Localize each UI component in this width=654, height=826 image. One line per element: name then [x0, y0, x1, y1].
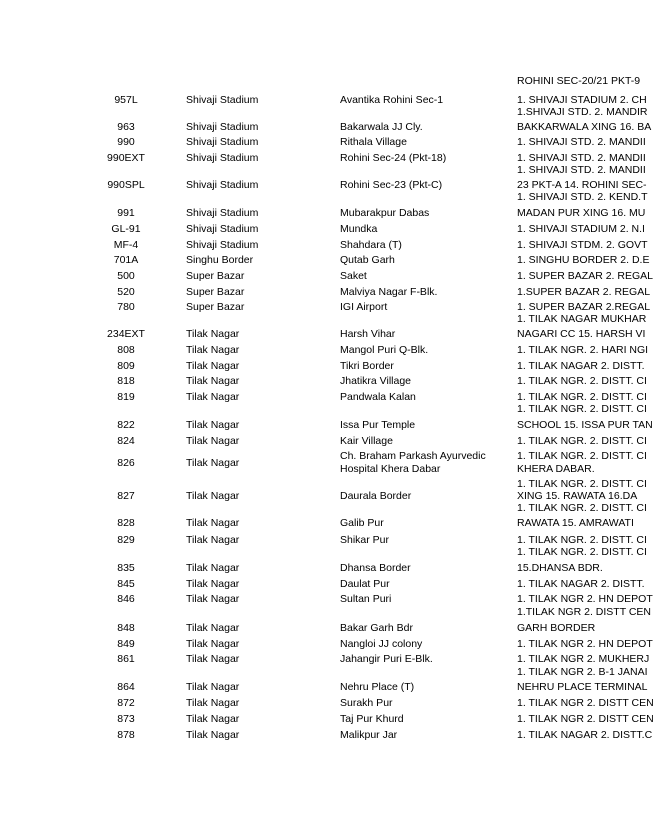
route-number-cell: 957L [114, 94, 138, 106]
depot-cell: Shivaji Stadium [186, 239, 259, 251]
stops-cell: 1. TILAK NGR 2. B-1 JANAI [517, 666, 648, 678]
terminal-cell: Bakar Garh Bdr [340, 622, 413, 634]
route-number-cell: 701A [113, 254, 139, 266]
terminal-cell: Jahangir Puri E-Blk. [340, 653, 433, 665]
stops-cell: 1. SHIVAJI STD. 2. KEND.T [517, 191, 648, 203]
stops-cell: 1. TILAK NAGAR 2. DISTT. [517, 360, 645, 372]
depot-cell: Tilak Nagar [186, 419, 240, 431]
route-number-cell: 872 [117, 697, 135, 709]
stops-cell: 1. TILAK NGR. 2. HARI NGI [517, 344, 649, 356]
stops-cell: 1. SHIVAJI STADIUM 2. CH [517, 94, 647, 106]
stops-cell: 1. SUPER BAZAR 2.REGAL [517, 301, 651, 313]
terminal-cell: Mangol Puri Q-Blk. [340, 344, 429, 356]
depot-cell: Tilak Nagar [186, 729, 240, 741]
stops-cell: 1. TILAK NGR. 2. DISTT. CI [517, 478, 647, 490]
stops-cell: BAKKARWALA XING 16. BA [517, 121, 652, 133]
terminal-cell: IGI Airport [340, 301, 388, 313]
terminal-cell: Rohini Sec-24 (Pkt-18) [340, 152, 447, 164]
stops-cell: 1. TILAK NAGAR MUKHAR [517, 313, 647, 325]
route-number-cell: MF-4 [113, 239, 139, 251]
stops-cell: 1. TILAK NGR. 2. DISTT. CI [517, 534, 647, 546]
route-number-cell: 845 [117, 578, 135, 590]
depot-cell: Shivaji Stadium [186, 207, 259, 219]
terminal-cell: Ch. Braham Parkash Ayurvedic Hospital Khera Dabar [340, 450, 486, 475]
depot-cell: Super Bazar [186, 270, 245, 282]
stops-cell: 1. SINGHU BORDER 2. D.E [517, 254, 650, 266]
terminal-cell: Avantika Rohini Sec-1 [340, 94, 444, 106]
depot-cell: Shivaji Stadium [186, 121, 259, 133]
stops-cell: 1. TILAK NGR. 2. DISTT. CI [517, 546, 647, 558]
stops-cell: 1. SHIVAJI STDM. 2. GOVT [517, 239, 648, 251]
depot-cell: Tilak Nagar [186, 622, 240, 634]
depot-cell: Tilak Nagar [186, 435, 240, 447]
depot-cell: Tilak Nagar [186, 517, 240, 529]
terminal-cell: Mubarakpur Dabas [340, 207, 430, 219]
route-number-cell: 873 [117, 713, 135, 725]
depot-cell: Singhu Border [186, 254, 254, 266]
stops-cell: MADAN PUR XING 16. MU [517, 207, 646, 219]
terminal-cell: Sultan Puri [340, 593, 392, 605]
depot-cell: Shivaji Stadium [186, 152, 259, 164]
depot-cell: Tilak Nagar [186, 638, 240, 650]
stops-cell: 1. TILAK NGR 2. MUKHERJ [517, 653, 650, 665]
route-number-cell: 780 [117, 301, 135, 313]
route-number-cell: 234EXT [107, 328, 145, 340]
route-number-cell: 822 [117, 419, 135, 431]
terminal-cell: Rithala Village [340, 136, 407, 148]
depot-cell: Tilak Nagar [186, 344, 240, 356]
terminal-cell: Pandwala Kalan [340, 391, 416, 403]
route-number-cell: 828 [117, 517, 135, 529]
route-number-cell: 827 [117, 490, 135, 502]
stops-cell: 23 PKT-A 14. ROHINI SEC- [517, 179, 647, 191]
stops-cell: 1. SHIVAJI STADIUM 2. N.I [517, 223, 645, 235]
terminal-cell: Nehru Place (T) [340, 681, 415, 693]
route-number-cell: 861 [117, 653, 135, 665]
stops-cell: 1. TILAK NGR. 2. DISTT. CI [517, 403, 647, 415]
route-number-cell: 826 [117, 457, 135, 469]
stops-cell: 1. SHIVAJI STD. 2. MANDII [517, 136, 646, 148]
route-number-cell: 864 [117, 681, 135, 693]
terminal-cell: Malikpur Jar [340, 729, 398, 741]
stops-cell: 1. TILAK NGR 2. DISTT CEN [517, 713, 654, 725]
depot-cell: Tilak Nagar [186, 534, 240, 546]
depot-cell: Tilak Nagar [186, 360, 240, 372]
route-number-cell: 878 [117, 729, 135, 741]
stops-cell: 1. TILAK NAGAR 2. DISTT.C [517, 729, 653, 741]
route-number-cell: 963 [117, 121, 135, 133]
stops-cell: 1. TILAK NGR 2. HN DEPOT [517, 593, 653, 605]
route-number-cell: 808 [117, 344, 135, 356]
terminal-cell: Saket [340, 270, 367, 282]
route-number-cell: 848 [117, 622, 135, 634]
route-number-cell: 819 [117, 391, 135, 403]
depot-cell: Shivaji Stadium [186, 223, 259, 235]
terminal-cell: Harsh Vihar [340, 328, 396, 340]
terminal-cell: Nangloi JJ colony [340, 638, 423, 650]
route-number-cell: 990SPL [107, 179, 145, 191]
stops-cell: 1. TILAK NGR 2. HN DEPOT [517, 638, 653, 650]
terminal-cell: Jhatikra Village [340, 375, 412, 387]
stops-cell: 1. TILAK NGR. 2. DISTT. CI [517, 502, 647, 514]
terminal-cell: Daurala Border [340, 490, 412, 502]
depot-cell: Tilak Nagar [186, 653, 240, 665]
depot-cell: Shivaji Stadium [186, 179, 259, 191]
stops-cell: 1. SHIVAJI STD. 2. MANDII [517, 152, 646, 164]
depot-cell: Tilak Nagar [186, 578, 240, 590]
depot-cell: Shivaji Stadium [186, 94, 259, 106]
route-number-cell: GL-91 [111, 223, 141, 235]
route-number-cell: 990EXT [107, 152, 145, 164]
stops-cell: RAWATA 15. AMRAWATI [517, 517, 634, 529]
terminal-cell: Rohini Sec-23 (Pkt-C) [340, 179, 443, 191]
terminal-cell: Tikri Border [340, 360, 394, 372]
depot-cell: Tilak Nagar [186, 328, 240, 340]
stops-cell: 1. TILAK NAGAR 2. DISTT. [517, 578, 645, 590]
terminal-cell: Dhansa Border [340, 562, 411, 574]
depot-cell: Tilak Nagar [186, 681, 240, 693]
route-number-cell: 818 [117, 375, 135, 387]
terminal-cell: Daulat Pur [340, 578, 390, 590]
stops-cell: 15.DHANSA BDR. [517, 562, 603, 574]
depot-cell: Tilak Nagar [186, 490, 240, 502]
terminal-cell: Bakarwala JJ Cly. [340, 121, 423, 133]
depot-cell: Tilak Nagar [186, 391, 240, 403]
stops-cell: NEHRU PLACE TERMINAL [517, 681, 648, 693]
stops-cell: SCHOOL 15. ISSA PUR TAN [517, 419, 653, 431]
stops-cell: 1. SHIVAJI STD. 2. MANDII [517, 164, 646, 176]
route-number-cell: 849 [117, 638, 135, 650]
stops-cell: 1. TILAK NGR 2. DISTT CEN [517, 697, 654, 709]
stops-cell: 1. TILAK NGR. 2. DISTT. CI [517, 435, 647, 447]
terminal-cell: Mundka [340, 223, 378, 235]
terminal-cell: Shikar Pur [340, 534, 390, 546]
stops-cell: KHERA DABAR. [517, 463, 595, 475]
stops-cell: 1. TILAK NGR. 2. DISTT. CI [517, 450, 647, 462]
depot-cell: Tilak Nagar [186, 593, 240, 605]
stops-cell: 1.SHIVAJI STD. 2. MANDIR [517, 106, 648, 118]
route-number-cell: 990 [117, 136, 135, 148]
route-number-cell: 809 [117, 360, 135, 372]
depot-cell: Super Bazar [186, 286, 245, 298]
terminal-cell: Issa Pur Temple [340, 419, 416, 431]
stops-cell: 1.TILAK NGR 2. DISTT CEN [517, 606, 652, 618]
stops-cell: GARH BORDER [517, 622, 596, 634]
terminal-cell: Surakh Pur [340, 697, 393, 709]
terminal-cell: Galib Pur [340, 517, 384, 529]
depot-cell: Super Bazar [186, 301, 245, 313]
route-number-cell: 846 [117, 593, 135, 605]
terminal-cell: Taj Pur Khurd [340, 713, 404, 725]
route-number-cell: 835 [117, 562, 135, 574]
terminal-cell: Shahdara (T) [340, 239, 402, 251]
stops-cell: ROHINI SEC-20/21 PKT-9 [517, 75, 641, 87]
route-number-cell: 824 [117, 435, 135, 447]
depot-cell: Tilak Nagar [186, 457, 240, 469]
stops-cell: 1. SUPER BAZAR 2. REGAL [517, 270, 653, 282]
depot-cell: Tilak Nagar [186, 697, 240, 709]
route-number-cell: 500 [117, 270, 135, 282]
terminal-cell: Malviya Nagar F-Blk. [340, 286, 438, 298]
stops-cell: XING 15. RAWATA 16.DA [517, 490, 638, 502]
stops-cell: NAGARI CC 15. HARSH VI [517, 328, 646, 340]
route-number-cell: 991 [117, 207, 135, 219]
route-number-cell: 520 [117, 286, 135, 298]
depot-cell: Tilak Nagar [186, 375, 240, 387]
depot-cell: Tilak Nagar [186, 562, 240, 574]
stops-cell: 1. TILAK NGR. 2. DISTT. CI [517, 375, 647, 387]
terminal-cell: Kair Village [340, 435, 393, 447]
depot-cell: Tilak Nagar [186, 713, 240, 725]
terminal-cell: Qutab Garh [340, 254, 395, 266]
stops-cell: 1. TILAK NGR. 2. DISTT. CI [517, 391, 647, 403]
route-number-cell: 829 [117, 534, 135, 546]
stops-cell: 1.SUPER BAZAR 2. REGAL [517, 286, 651, 298]
depot-cell: Shivaji Stadium [186, 136, 259, 148]
